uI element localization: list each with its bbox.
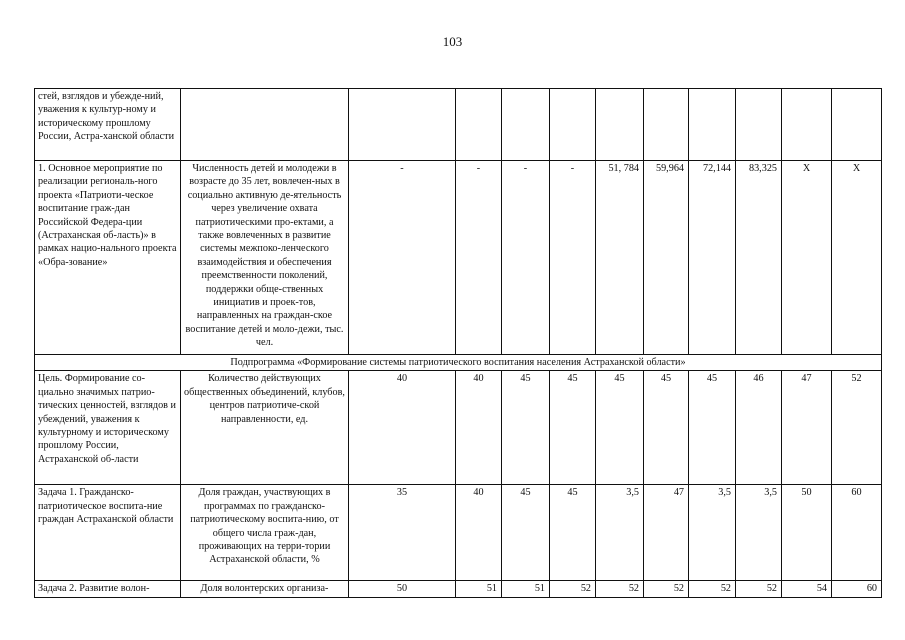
value-cell: 40 <box>349 371 456 485</box>
row-goal-text: Задача 1. Гражданско-патриотическое воспита-ние граждан Астраханской области <box>35 485 181 581</box>
value-cell <box>596 89 644 161</box>
value-cell: 45 <box>689 371 736 485</box>
value-cell: 47 <box>644 485 689 581</box>
value-cell: 45 <box>550 371 596 485</box>
indicators-table <box>34 88 882 598</box>
value-cell: 60 <box>832 581 882 597</box>
value-cell: 45 <box>596 371 644 485</box>
value-cell: 40 <box>456 371 502 485</box>
value-cell <box>644 89 689 161</box>
value-cell: Х <box>782 161 832 355</box>
value-cell: 83,325 <box>736 161 782 355</box>
value-cell: 45 <box>502 371 550 485</box>
value-cell: 59,964 <box>644 161 689 355</box>
table-row <box>35 161 882 355</box>
value-cell <box>689 89 736 161</box>
value-cell <box>782 89 832 161</box>
page-number: 103 <box>442 34 463 49</box>
row-goal-text: Задача 2. Развитие волон- <box>35 581 181 597</box>
value-cell <box>502 89 550 161</box>
subprogram-heading: Подпрограмма «Формирование системы патриотического воспитания населения Астраханской области» <box>35 355 882 371</box>
table-row <box>35 371 882 485</box>
row-indicator-text: Численность детей и молодежи в возрасте до 35 лет, вовлечен-ных в социально активную де-ятельность через увеличение охвата патриотическими про-ектами, а также вовлеченных в развитие системы межпоко-ленческого взаимодействия и обеспечения преемственности поколений, поддержки обще-ственных инициатив и проек-тов, направленных на граждан-ское воспитание детей и моло-дежи, тыс. чел. <box>181 161 349 355</box>
value-cell: 52 <box>736 581 782 597</box>
value-cell: 52 <box>596 581 644 597</box>
value-cell <box>550 89 596 161</box>
value-cell: 3,5 <box>736 485 782 581</box>
value-cell: 45 <box>502 485 550 581</box>
row-indicator-text <box>181 89 349 161</box>
value-cell: - <box>456 161 502 355</box>
value-cell: 46 <box>736 371 782 485</box>
value-cell <box>736 89 782 161</box>
value-cell: 51 <box>456 581 502 597</box>
value-cell: 51, 784 <box>596 161 644 355</box>
value-cell: - <box>502 161 550 355</box>
value-cell: 3,5 <box>596 485 644 581</box>
value-cell: 35 <box>349 485 456 581</box>
value-cell: 52 <box>689 581 736 597</box>
row-indicator-text: Количество действующих общественных объединений, клубов, центров патриотиче-ской направленности, ед. <box>181 371 349 485</box>
value-cell: 50 <box>782 485 832 581</box>
row-goal-text: Цель. Формирование со-циально значимых патрио-тических ценностей, взглядов и убеждений, уважения к культурному и историческому прошлому России, Астраханской об-ласти <box>35 371 181 485</box>
value-cell: 52 <box>550 581 596 597</box>
table-row <box>35 89 882 161</box>
row-goal-text: стей, взглядов и убежде-ний, уважения к культур-ному и историческому прошлому России, Астра-ханской области <box>35 89 181 161</box>
value-cell: 47 <box>782 371 832 485</box>
value-cell: 45 <box>644 371 689 485</box>
value-cell: 40 <box>456 485 502 581</box>
row-indicator-text: Доля граждан, участвующих в программах по гражданско-патриотическому воспита-нию, от общего числа граж-дан, проживающих на терри-тории Астраханской области, % <box>181 485 349 581</box>
value-cell <box>349 89 456 161</box>
row-goal-text: 1. Основное мероприятие по реализации региональ-ного проекта «Патриоти-ческое воспитание граж-дан Российской Федера-ции (Астраханская об-ласть)» в рамках нацио-нального проекта «Обра-зование» <box>35 161 181 355</box>
value-cell <box>832 89 882 161</box>
value-cell: 50 <box>349 581 456 597</box>
table-row <box>35 581 882 597</box>
table-row <box>35 355 882 371</box>
value-cell: 51 <box>502 581 550 597</box>
table-row <box>35 485 882 581</box>
row-indicator-text: Доля волонтерских организа- <box>181 581 349 597</box>
value-cell: 52 <box>644 581 689 597</box>
value-cell: 72,144 <box>689 161 736 355</box>
value-cell: 54 <box>782 581 832 597</box>
value-cell: - <box>349 161 456 355</box>
value-cell: 60 <box>832 485 882 581</box>
value-cell: 45 <box>550 485 596 581</box>
value-cell <box>456 89 502 161</box>
value-cell: Х <box>832 161 882 355</box>
value-cell: 52 <box>832 371 882 485</box>
value-cell: - <box>550 161 596 355</box>
value-cell: 3,5 <box>689 485 736 581</box>
